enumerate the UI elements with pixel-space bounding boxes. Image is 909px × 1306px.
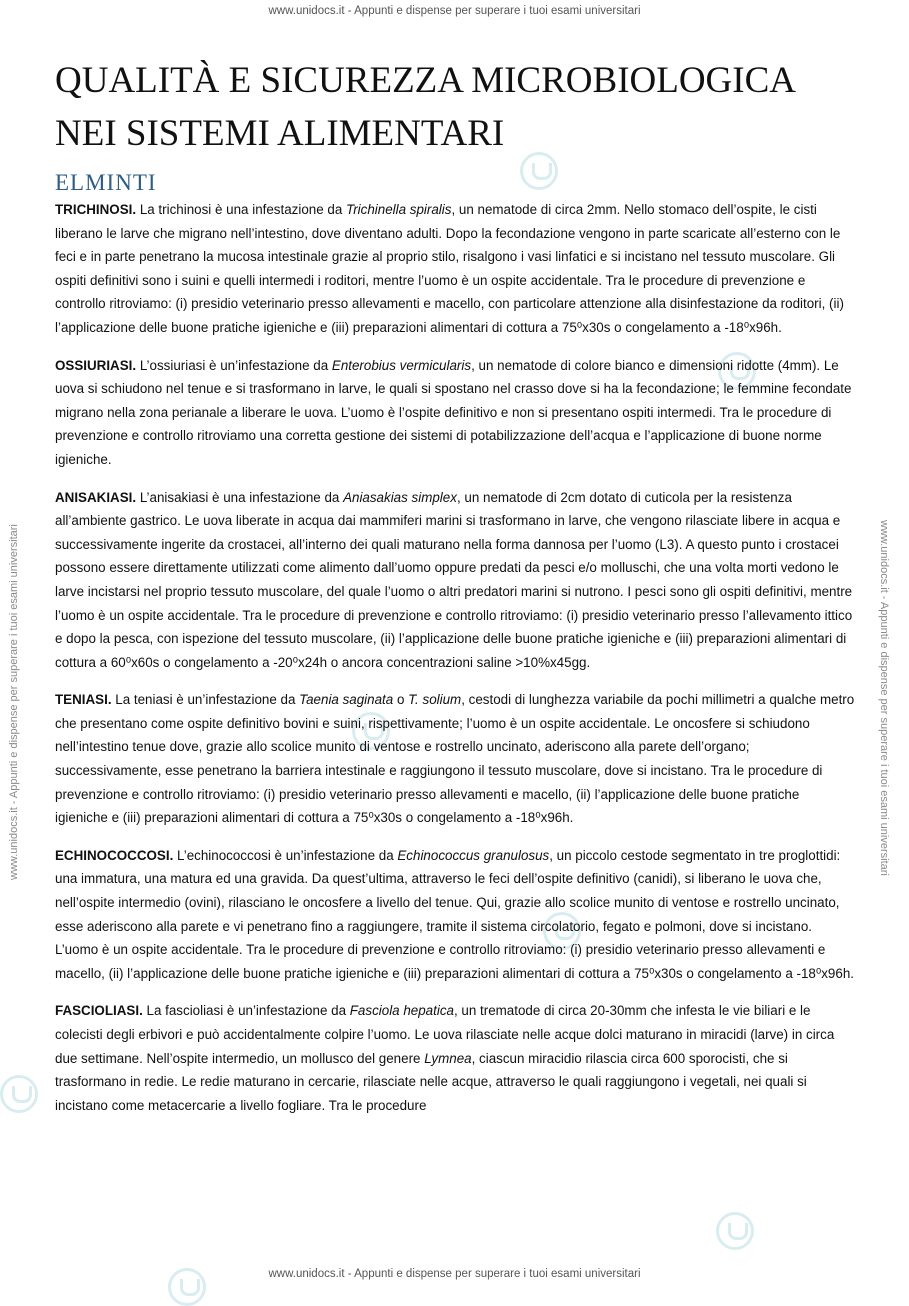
watermark-logo-icon xyxy=(716,1212,754,1250)
paragraph-trichinosi xyxy=(55,198,855,340)
paragraph-heading: FASCIOLIASI. xyxy=(55,1003,143,1019)
species-name: Aniasakias simplex xyxy=(343,489,457,505)
paragraph-text: La teniasi è un’infestazione da xyxy=(111,692,300,708)
paragraph-echinococcosi xyxy=(55,844,855,986)
paragraph-text: L’ossiuriasi è un’infestazione da xyxy=(136,357,332,373)
title-line-1: QUALITÀ E SICUREZZA MICROBIOLOGICA xyxy=(55,60,796,101)
species-name: Enterobius vermicularis xyxy=(331,357,472,373)
paragraph-ossiuriasi xyxy=(55,354,855,472)
paragraph-text: La trichinosi è una infestazione da xyxy=(136,202,347,217)
paragraph-text: , un nematode di circa 2mm. Nello stomaco dell’ospite, le cisti liberano le larve che migrano nell’intestino, dove diventano adulti. Dopo la fecondazione vengono in parte scaricate all’esterno con le feci e in parte penetrano la mucosa intestinale grazie al proprio stilo, risalgono i vasi linfatici e si incistano nel tessuto muscolare. Gli ospiti definitivi sono i suini e quelli intermedi i roditori, mentre l’uomo è un ospite accidentale. Tra le procedure di prevenzione e controllo ritroviamo: (i) presidio veterinario presso allevamenti e macello, con particolare attenzione alla disinfestazione da roditori, (ii) l’applicazione delle buone pratiche igieniche e (iii) preparazioni alimentari di cottura a 75⁰x30s o congelamento a -18⁰x96h. xyxy=(55,202,844,335)
paragraph-heading: ANISAKIASI. xyxy=(55,489,137,505)
title-line-2: NEI SISTEMI ALIMENTARI xyxy=(55,113,505,154)
watermark-banner-bottom: www.unidocs.it - Appunti e dispense per superare i tuoi esami universitari xyxy=(268,1268,641,1280)
paragraph-text: , cestodi di lunghezza variabile da pochi millimetri a qualche metro che presentano come ospite definitivo bovini e suini, rispettivamente; l’uomo è un ospite accidentale. Le oncosfere si schiudono nell’intestino tenue dove, grazie allo scolice munito di ventose e rostrello uncinato, aderiscono alla parete dell’organo; successivamente, esse penetrano la barriera intestinale e raggiungono il tessuto muscolare, dove si incistano. Tra le procedure di prevenzione e controllo ritroviamo: (i) presidio veterinario presso allevamenti e macello, (ii) l’applicazione delle buone pratiche igieniche e (iii) preparazioni alimentari di cottura a 75⁰x30s o congelamento a -18⁰x96h. xyxy=(55,692,855,826)
watermark-logo-icon xyxy=(0,1075,38,1113)
watermark-banner-top: www.unidocs.it - Appunti e dispense per superare i tuoi esami universitari xyxy=(268,5,641,17)
paragraph-heading: OSSIURIASI. xyxy=(55,357,137,373)
paragraph-text: L’anisakiasi è una infestazione da xyxy=(136,489,344,505)
paragraph-fascioliasi xyxy=(55,999,855,1117)
document-title xyxy=(55,54,855,160)
paragraph-heading: TRICHINOSI. xyxy=(55,202,137,217)
paragraph-heading: TENIASI. xyxy=(55,692,112,708)
paragraph-text: o xyxy=(393,692,409,708)
section-heading: ELMINTI xyxy=(55,170,157,195)
paragraph-text: , un nematode di 2cm dotato di cuticola per la resistenza all’ambiente gastrico. Le uova liberate in acqua dai mammiferi marini si trasformano in larve, che vengono rilasciate libere in acqua e successivamente ingerite da crostacei, all’interno dei quali maturano nella forma dannosa per l’uomo (L3). A questo punto i crostacei possono essere direttamente utilizzati come alimento dall’uomo oppure predati da pesci e/o molluschi, che una volta morti vedono le larve incistarsi nel proprio tessuto muscolare, del quale l’uomo o altri predatori marini si nutrono. I pesci sono gli ospiti definitivi, mentre l’uomo è un ospite accidentale. Tra le procedure di prevenzione e controllo ritroviamo: (i) presidio veterinario presso l’allevamento ittico e dopo la pesca, con ispezione del tessuto muscolare, (ii) l’applicazione delle buone pratiche igieniche e (iii) preparazioni alimentari di cottura a 60⁰x60s o congelamento a -20⁰x24h o ancora concentrazioni saline >10%x45gg. xyxy=(55,489,853,670)
species-name: T. solium xyxy=(408,692,462,708)
species-name: Echinococcus granulosus xyxy=(397,847,550,863)
paragraph-text: La fascioliasi è un’infestazione da xyxy=(142,1003,350,1019)
document-page xyxy=(55,54,855,1131)
paragraph-text: , ciascun miracidio rilascia circa 600 sporocisti, che si trasformano in redie. Le redie maturano in cercarie, rilasciate nelle acque, attraverso le quali raggiungono i vegetali, nei quali si incistano come metacercarie a livello fogliare. Tra le procedure xyxy=(55,1050,807,1113)
species-name: Lymnea xyxy=(424,1050,472,1066)
species-name: Fasciola hepatica xyxy=(349,1003,454,1019)
paragraph-text: , un piccolo cestode segmentato in tre proglottidi: una immatura, una matura ed una gravida. Da quest’ultima, attraverso le feci dell’ospite definitivo (canidi), si liberano le uova che, nell’ospite intermedio (ovini), rilasciano le oncosfere a livello del tenue. Qui, grazie allo scolice munito di ventose e rostrello uncinato, esse aderiscono alla parete e vi penetrano fino a raggiungere, tramite il sistema circolatorio, fegato e polmoni, dove si incistano. L’uomo è un ospite accidentale. Tra le procedure di prevenzione e controllo ritroviamo: (i) presidio veterinario presso allevamenti e macello, (ii) l’applicazione delle buone pratiche igieniche e (iii) preparazioni alimentari di cottura a 75⁰x30s o congelamento a -18⁰x96h. xyxy=(55,847,854,981)
paragraph-text: , un trematode di circa 20-30mm che infesta le vie biliari e le colecisti degli erbivori e può accidentalmente colpire l’uomo. Le uova rilasciate nelle acque dolci maturano in miracidi (larve) in circa due settimane. Nell’ospite intermedio, un mollusco del genere xyxy=(55,1003,835,1066)
paragraph-anisakiasi xyxy=(55,486,855,675)
paragraph-heading: ECHINOCOCCOSI. xyxy=(55,847,174,863)
watermark-side-left: www.unidocs.it - Appunti e dispense per superare i tuoi esami universitari xyxy=(8,524,20,880)
species-name: Trichinella spiralis xyxy=(346,202,452,217)
watermark-side-right: www.unidocs.it - Appunti e dispense per superare i tuoi esami universitari xyxy=(878,520,890,876)
paragraph-teniasi xyxy=(55,688,855,830)
species-name: Taenia saginata xyxy=(299,692,394,708)
watermark-logo-icon xyxy=(168,1268,206,1306)
paragraph-text: L’echinococcosi è un’infestazione da xyxy=(173,847,398,863)
paragraph-text: , un nematode di colore bianco e dimensioni ridotte (4mm). Le uova si schiudono nel tenue e si trasformano in larve, le quali si spostano nel crasso dove si ha la fecondazione; le femmine fecondate migrano nella zona perianale a liberare le uova. L’uomo è l’ospite definitivo e non si presentano ospiti intermedi. Tra le procedure di prevenzione e controllo ritroviamo una corretta gestione dei sistemi di potabilizzazione dell’acqua e l’applicazione di buone norme igieniche. xyxy=(55,357,852,467)
